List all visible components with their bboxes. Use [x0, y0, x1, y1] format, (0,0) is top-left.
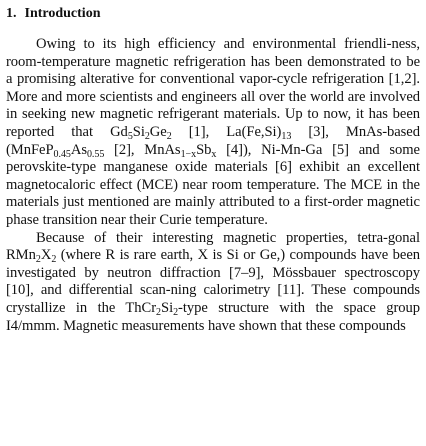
subscript-text: 2 [144, 130, 150, 142]
paragraph-text: Si [132, 123, 145, 140]
paragraph-text: [4]), Ni-Mn-Ga [5] and some perovskite-type manganese oxide materials [6] exhibit an excellent magnetocaloric effect (MCE) near room temperature. The MCE in the materials just mentioned are mainly attributed to a first-order magnetic phase transition near their Curie temperature. [6, 141, 420, 228]
subscript-text: 5 [127, 130, 133, 142]
paper-page [6, 4, 420, 335]
paragraph-text: Ge [149, 123, 167, 140]
subscript-text: 2 [35, 254, 41, 266]
paragraph-text: Sb [196, 141, 212, 158]
section-title: Introduction [24, 6, 101, 21]
subscript-text: 2 [166, 130, 172, 142]
body-paragraph [6, 230, 420, 336]
section-number: 1. [6, 6, 17, 21]
subscript-text: 1−x [180, 148, 197, 160]
section-heading [6, 4, 420, 24]
paragraph-text: Si [161, 299, 174, 316]
paragraph-text: (where R is rare earth, X is Si or Ge,) compounds have been investigated by neutron diffraction [7–9], Mössbauer spectroscopy [10], and differential scan-ning calorimetry [11]. These compounds crystallize in the ThCr [6, 247, 420, 316]
paragraph-text: [2], MnAs [104, 141, 181, 158]
paragraph-text: Owing to its high efficiency and environmental friendli-ness, room-temperature magnetic refrigeration has been demonstrated to be a promising alterative for conventional vapor-cycle refrigeration [1,2]. More and more scientists and engineers all over the world are involved in seeking new magnetic refrigerant materials. Up to now, it has been reported that Gd [6, 36, 420, 140]
subscript-text: x [211, 148, 217, 160]
subscript-text: 2 [51, 254, 57, 266]
paragraph-text: X [40, 247, 52, 264]
paragraph-text: [1], La(Fe,Si) [171, 123, 282, 140]
subscript-text: 13 [281, 130, 292, 142]
subscript-text: 0.45 [53, 148, 71, 160]
paragraph-text: [3], MnAs-based (MnFeP [6, 123, 420, 158]
subscript-text: 2 [173, 306, 179, 318]
subscript-text: 0.55 [86, 148, 105, 160]
subscript-text: 2 [156, 306, 161, 318]
paragraph-text: As [70, 141, 87, 158]
paragraph-text: Because of their interesting magnetic properties, tetra-gonal RMn [6, 229, 420, 264]
paragraph-text: -type structure with the space group I4/mmm. Magnetic measurements have shown that these compounds [6, 299, 421, 334]
body-paragraph [6, 36, 420, 230]
